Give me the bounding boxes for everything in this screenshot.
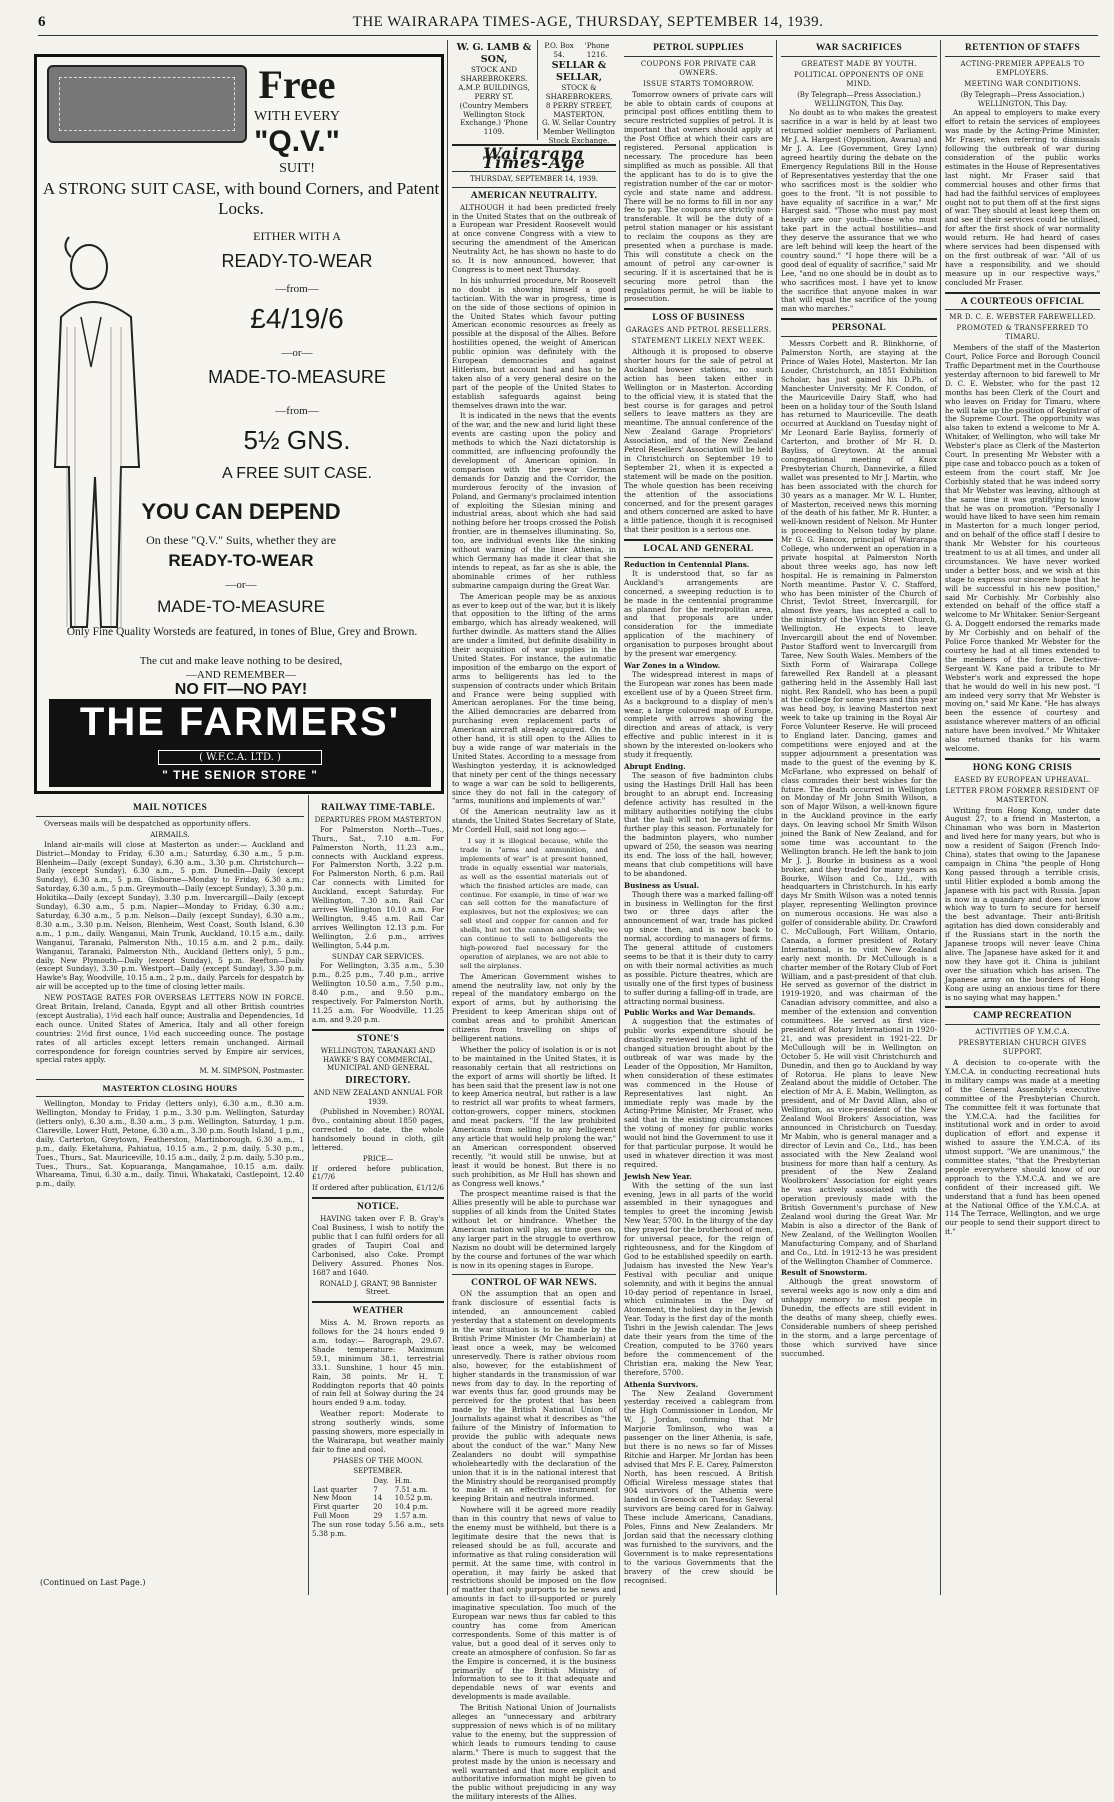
ad-you-can-depend: YOU CAN DEPEND xyxy=(141,499,341,524)
official-sub-2: PROMOTED & TRANSFERRED TO TIMARU. xyxy=(956,324,1089,342)
moon-time: 7.51 a.m. xyxy=(394,1485,428,1494)
camp-heading: CAMP RECREATION xyxy=(973,1011,1072,1022)
local-item-title: Jewish New Year. xyxy=(624,1171,692,1181)
moon-time: 10.4 p.m. xyxy=(394,1503,429,1512)
table-row xyxy=(312,1503,444,1512)
moon-phase: New Moon xyxy=(313,1494,352,1503)
camp-body: A decision to co-operate with the Y.M.C.A. in conducting recreational huts in military camps was made at a meeting of the General Assembly's executive committee of the Presbyterian Church. The committee felt it was fortunate that the Y.M.C.A. had the facilities for institutional work and in order to avoid duplication of effort and expense it wished to assure the Y.M.C.A. of its utmost support. "We are unanimous," the committee states, "that the Presbyterian people everywhere should know of our approach to the Y.M.C.A. and we are confident of their increased gift. We understand that a fund has been opened at the National Office of the Y.M.C.A. at 114 The Terrace, Wellington, and we urge our people to send their support direct to it." xyxy=(945,1058,1100,1237)
hongkong-heading: HONG KONG CRISIS xyxy=(972,762,1073,773)
masthead xyxy=(38,10,1098,36)
staffs-sub: ACTING-PREMIER APPEALS TO EMPLOYERS. xyxy=(960,59,1085,77)
weather-heading: WEATHER xyxy=(352,1306,404,1317)
business-body: Although it is proposed to observe shorter hours for the sale of petrol at Auckland bowser stations, no such action has been taken either in Wellington or in Masterton. According to the official view, it is stated that the best course is for garages and petrol sellers to leave matters as they are meantime. The annual conference of the New Zealand Garage Proprietors' Association, and of the New Zealand Petrol Resellers' Association will be held in Christchurch on September 19 to September 21, when it is expected a statement will be made on the position. The whole question has been receiving the attention of the associations concerned, and for the present garages and others concerned are asked to have a little patience, though it is recognised that their position is a serious one. xyxy=(624,347,773,535)
staffs-byline: (By Telegraph—Press Association.) WELLINGTON, This Day. xyxy=(960,90,1085,108)
editorial-heading: AMERICAN NEUTRALITY. xyxy=(470,190,598,201)
editorial-column xyxy=(452,140,616,1802)
personal-body: Messrs Corbett and R. Blinkhorne, of Palmerston North, are staying at the Prince of Wales Hotel, Masterton. Mr Ian Louder, Christchurch, an 1851 Exhibition Scholar, has just gained his D.Ph. of Manchester University. Mr F. Condon, of the Mauriceville Dairy Staff, who had been on a holiday tour of the South Island has returned to Mauriceville. The death occurred at Auckland on Tuesday night of Mr Leonard Earle Bayliss, formerly of Carterton, and brother of Mr H. D. Bayliss, of Greytown. At the annual congregational meeting of Knox Presbyterian Church, Dannevirke, a filled wallet was presented to Mr J. Martin, who has been associated with the church for 30 years as a manager. Mr W. L. Hunter, of Masterton, received news this morning of the death of his father, Mr R. Hunter, a well-known resident of Nelson. Mr Hunter is proceeding to Nelson today by plane. Mr G. G. Hancox, principal of Wairarapa College, who underwent an operation in a private hospital at Palmerston North about three weeks ago, has now left hospital. He is remaining in Palmerston North meantime. Pastor V. C. Stafford, who has been minister of the Church of Christ, Tevlot Street, Invercargill, for almost five years, has accepted a call to the ministry of the Vivian Street Church, Wellington. He expects to leave Invercargill about the end of November. Pastor Stafford went to Invercargill from Taree, New South Wales. Members of the Sixth Form of Wairarapa College farewelled Rex Randell at a pleasant gathering held in the Assembly Hall last night. Rex Randell, who has been a pupil at the college for some years and this year was head boy, is leaving Masterton next week to take up training in the Royal Air Force Volunteer Reserve. He will proceed to England later. Dancing, games and competitions were enjoyed and at the supper adjournment a presentation was made to the guest of the evening by K. McFarlane, who expressed on behalf of class comrades their best wishes for the future. The death occurred in Wellington on Monday of Mr John Smith Wilson, a son of Major Wilson, a well-known figure in the Auckland province in the early days. On leaving school Mr Smith Wilson joined the Bank of New Zealand, and for some time was accountant to the Wellington branch. He left the bank to join Mr J. J. Bourke in business as a wool broker, and they traded for many years as Bourke, Wilson and Co., Ltd., with headquarters in Christchurch. In his early days Mr Smith Wilson was a noted tennis player, representing Wellington province on numerous occasions. He was also a golfer of considerable ability. Dr. Crawford C. McCullough, Fort William, Ontario, Canada, a former president of Rotary International, is to visit New Zealand early next month. Dr McCullough is a charter member of the Rotary Club of Fort William, and a past-president of that club. He served as governor of the district in 1919-1920, and was chairman of the Canadian advisory committee, and also a member of the extension and convention committees. He served as first vice-president of Rotary International in 1920-21, and was president in 1921-22. Dr McCullough will be in Wellington on October 5. He will visit Christchurch and Dunedin, and then go to Auckland by way of Rotorua. He plans to leave New Zealand about the middle of October. The election of Mr A. E. Mabin, Wellington, as president, and of Mr David Allan, also of Wellington, as vice-president of the New Zealand Wool Brokers' Association, was announced in Christchurch on Tuesday. Mr Mabin, who is general manager and a director of Levin and Co., Ltd., has been associated with the New Zealand wool business for more than half a century. As president of the New Zealand Woolbrokers' Association for eight years he was actively associated with the operation previously made with the British Government's purchase of New Zealand wool during the Great War. Mr Mabin is also a director of the Bank of New Zealand, of the Wellington Woollen Manufacturing Company, and of Sharland and Co., Ltd. In 1912-13 he was president of the Wellington Chamber of Commerce. xyxy=(781,339,937,1266)
local-item-body: It is understood that, so far as Auckland's arrangements are concerned, a sweeping reduction is to be made in the centennial programme as planned for the metropolitan area, and that proposals are under consideration for the immediate application of the machinery of organisation to purposes brought about by the present war emergency. xyxy=(624,568,773,659)
local-item-body: The season of five badminton clubs using the Hastings Drill Hall has been brought to an abrupt end. Increasing defence activity has resulted in the military authorities notifying the clubs that the hall will not be available for further play this season. Fortunately for the badminton players, who number upward of 250, the season was nearing its end. The loss of the hall, however, means that club competitions will have to be abandoned. xyxy=(624,770,773,878)
ad-worsteds: Only Fine Quality Worsteds are featured, in tones of Blue, Grey and Brown. xyxy=(66,626,418,638)
moon-table-header xyxy=(312,1477,444,1486)
rule xyxy=(312,1197,444,1199)
war-news-p3: The British National Union of Journalists alleges an "unnecessary and arbitrary suppression of news which is of no military value to the enemy, but the suppression of which leads to rumours tending to cause alarm." There is much to suggest that the protest made by the union is necessary and well warranted and that more explicit and authoritative information might be given to the public without prejudicing in any way the military interests of the Allies. xyxy=(452,1703,616,1802)
ad-free: Free xyxy=(258,62,336,107)
ad-with-every: WITH EVERY xyxy=(254,109,340,124)
sacrifices-sub: GREATEST MADE BY YOUTH. xyxy=(801,59,917,68)
editorial-quote: I say it is illogical because, while the trade in "arms and ammunition, and implements of war" is at present banned, trade in equally essential war materials, as well as the essential materials out of which the finished articles are made, can continue. For example, in time of war we can sell cotton for the manufacture of explosives, but not the explosives; we can sell steel and copper for cannon and for shells, but not the cannon and shells; we can continue to sell to belligerents the high-powered fuel necessary for the operation of airplanes, we are not able to sell the airplanes. xyxy=(460,837,608,970)
camp-sub: ACTIVITIES OF Y.M.C.A. xyxy=(975,1028,1070,1037)
war-news-heading: CONTROL OF WAR NEWS. xyxy=(471,1277,597,1288)
rule xyxy=(36,816,304,817)
local-item-body: Though there was a marked falling-off in business in Wellington for the first two or three days after the announcement of war, trade has picked up since then, and is now back to normal, according to managers of firms. The general attitude of customers seems to be that it is their duty to carry on with their normal activities as much as possible. Picture theatres, which are usually one of the first types of business to suffer during a falling-off in trade, are attracting normal business. xyxy=(624,889,773,1006)
mail-notices-column xyxy=(36,800,304,1570)
hongkong-body: Writing from Hong Kong, under date August 27, to a friend in Masterton, a Chinaman who was born in Masterton and lived here for many years, but who is now a resident of Saigon (French Indo-China), states that owing to the Japanese campaign in China "the people of Hong Kong passed through a terrible crisis, until Hitler exploded a bomb among the Japanese with his pact with Russia. Japan is now in a quandary and does not know which way to turn to secure for herself the best advantage. Their anti-British agitation has died down considerably and if the Russians start in the north the Japanese troops will never leave China alive. The Japanese have asked for it and now they have got it. China is jubilant over the situation which has arisen. The Japanese army on the borders of Hong Kong are using an anxious time for there is no saying what may happen." xyxy=(945,805,1100,1002)
railway-body: For Palmerston North—Tues., Thurs., Sat., 7.10 a.m. For Palmerston North, 11.23 a.m., connects with Auckland express. For Palmerston North, 3.22 p.m. For Palmerston North, 6 p.m. Rail Car connects with Limited for Auckland, except Saturday. For Wellington, 7.30 a.m. Rail Car arrives Wellington 10.10 a.m. For Wellington, 9.45 a.m. Rail Car arrives Wellington 12.13 p.m. For Wellington, 2.6 p.m., arrives Wellington, 5.44 p.m. xyxy=(312,824,444,950)
table-row xyxy=(312,1494,444,1503)
ad-or: —or— xyxy=(281,347,313,359)
rule xyxy=(945,1006,1100,1008)
war-news-p2: Nowhere will it be agreed more readily than in this country that news of value to the enemy must be withheld, but there is a legitimate desire that the news that is released should be as full, accurate and informative as that ruling consideration will permit. At the same time, with control in operation, it may fairly be asked that restrictions should be imposed on the flow of matter that only purports to be news and amounts in fact to ill-supported or purely imaginative speculation. Too much of the European war news thus far cabled to this country has come from American correspondents. Some of this matter is of value, but a good deal of it serves only to create an atmosphere of confusion. So far as the Empire is concerned, it is the business primarily of the British Ministry of Information to see to it that adequate and dependable news of war events and developments is made available. xyxy=(452,1505,616,1702)
moon-phase: Full Moon xyxy=(313,1512,350,1521)
personal-column xyxy=(781,40,937,1595)
local-item-title: Business as Usual. xyxy=(624,880,700,890)
business-sub: GARAGES AND PETROL RESELLERS. xyxy=(625,326,772,335)
ad-ready-to-wear-2: READY-TO-WEAR xyxy=(168,551,314,570)
rule xyxy=(945,758,1100,760)
mail-intro: Overseas mails will be despatched as opportunity offers. xyxy=(44,818,251,828)
moon-phase: Last quarter xyxy=(313,1485,358,1494)
hongkong-sub-2: LETTER FROM FORMER RESIDENT OF MASTERTON. xyxy=(945,786,1100,804)
lamb-sub: STOCK AND SHAREBROKERS. xyxy=(460,65,528,83)
ad-strong-suitcase: A STRONG SUIT CASE, with bound Corners, and Patent Locks. xyxy=(42,179,440,218)
table-row xyxy=(312,1486,444,1495)
lamb-note: (Country Members Wellington Stock Exchange.) 'Phone 1109. xyxy=(459,100,529,137)
camp-sub-2: PRESBYTERIAN CHURCH GIVES SUPPORT. xyxy=(958,1039,1087,1057)
petrol-sub: COUPONS FOR PRIVATE CAR OWNERS. xyxy=(640,59,757,77)
moon-day: 29 xyxy=(373,1512,383,1521)
rule xyxy=(312,1301,444,1303)
ad-from-2: —from— xyxy=(275,405,319,417)
rule xyxy=(781,318,937,320)
airmails-body: Inland air-mails will close at Masterton as under:— Auckland and District—Monday to Friday, 6.30 a.m.; Saturday, 6.30 a.m., 5 p.m. Blenheim—Daily (except Sunday), 6.30 a.m., 3.30 p.m. Christchurch—Daily (except Sunday), 6.30 a.m., 5 p.m. Dunedin—Daily (except Sunday), 6.30 a.m., 5 p.m. Gisborne—Monday to Friday, 6.30 a.m.; Saturday, 6.30 a.m., 5 p.m. Greymouth—Daily (except Sunday), 3.30 p.m. Hokitika—Daily (except Sunday), 3.30 p.m. Invercargill—Daily (except Sunday), 6.30 a.m., 5 p.m. Napier—Monday to Friday, 6.30 a.m.; Saturday, 6.30 a.m., 5 p.m. Nelson—Daily (except Sunday), 6.30 a.m., 8.30 a.m., 3.30 p.m. Nelson, Blenheim, West Coast, South Island, 6.30 a.m., 1 p.m., daily. Wanganui, Main Trunk, Auckland, 10.15 a.m., daily. Wanganui, Taranaki, Palmerston Nth., 10.15 a.m. and 2 p.m., daily. Wanganui, Taranaki, Palmerston Nth., Auckland (letters only), 5 p.m., daily. New Plymouth—Daily (except Sunday), 5 p.m. Reefton—Daily (except Sunday), 3.30 p.m. Westport—Daily (except Sunday), 3.30 p.m. Hawke's Bay, Woodville, 10.15 a.m., 2 p.m., daily. Parcels for despatch by air will be accepted up to the time of closing letter mails. xyxy=(36,839,304,992)
moon-day: 14 xyxy=(373,1494,383,1503)
farmers-advertisement xyxy=(34,54,444,794)
local-item-title: Abrupt Ending. xyxy=(624,761,686,771)
sellar-address: 8 PERRY STREET, MASTERTON. xyxy=(545,100,613,119)
notice-body: HAVING taken over F. B. Gray's Coal Business, I wish to notify the public that I can fulfil orders for all grades of Taupiri Coal and Carbonised, also Coke. Prompt Delivery Assured. Phones Nos. 1687 and 1640. xyxy=(312,1214,444,1277)
ad-from: —from— xyxy=(275,283,319,295)
ad-cut: The cut and make leave nothing to be desired, xyxy=(139,655,343,667)
rule xyxy=(945,292,1100,294)
column-rule xyxy=(308,795,309,1595)
lamb-broker-ad xyxy=(452,42,536,138)
masthead-title: THE WAIRARAPA TIMES-AGE, THURSDAY, SEPTEMBER 14, 1939. xyxy=(352,14,824,30)
rule xyxy=(781,56,937,57)
stones-heading: STONE'S xyxy=(356,1033,400,1044)
local-item-title: Public Works and War Demands. xyxy=(624,1008,756,1018)
closing-hours-heading: MASTERTON CLOSING HOURS xyxy=(102,1083,238,1094)
column-rule xyxy=(776,40,777,1595)
editorial-p7: Whether the policy of isolation is or is not to be maintained in the United States, it is reasonably certain that all restrictions on the export of arms will shortly be lifted. It has been said that the present law is not one to keep America neutral, but rather is a law to restrict all war profits to wheat farmers, cotton-growers, copper miners, stockmen and meat packers. "If the law prohibited Americans from selling to any belligerent any article that would help prolong the war," an American correspondent observed recently, "it would still be unwise, but at least it would be honest. But there is no such prohibition, as Mr Hull has shown and as Congress well knows." xyxy=(452,1044,616,1188)
petrol-heading: PETROL SUPPLIES xyxy=(653,43,744,53)
snowstorm-body: Although the great snowstorm of several weeks ago is now only a dim and unhappy memory to most people in Dunedin, the effects are still evident in the deaths of many sheep, chiefly ewes. Considerable numbers of sheep perished in the storm, and a large percentage of those which survived have since succumbed. xyxy=(781,1277,937,1358)
editorial-p3: It is indicated in the news that the events of the war, and the new and lurid light these events are casting upon the policy and methods to which the Nazi dictatorship is committed, are influencing profoundly the development of American opinion. In comparison with the pre-war German demands for Danzig and the Corridor, the murderous ferocity of the invasion of Poland, and Germany's proclaimed intention of exploiting the Silesian mining and industrial areas, about which she had said nothing before her troops crossed the Polish frontier, are in themselves illuminating. So, too, are individual events like the sinking without warning of the liner Athenia, in which Germany has made it clear that she intends to repeat, as far as she is able, the abominable crimes of her ruthless submarine campaign during the Great War. xyxy=(452,411,616,590)
editorial-p5: Of the American neutrality law as it stands, the United States Secretary of State, Mr Cordell Hull, said not long ago:— xyxy=(452,807,616,835)
news-column-right xyxy=(945,40,1100,1595)
local-item-title: Reduction in Centennial Plans. xyxy=(624,560,750,570)
official-body: Members of the staff of the Masterton Court, Police Force and Borough Council Traffic Department met in the Courthouse yesterday afternoon to bid farewell to Mr D. C. E. Webster, who for the past 12 months has been Clerk of the Court and who leaves on Friday for Timaru, where he will take up the position of Registrar of the Supreme Court. The opportunity was also taken to extend a welcome to Mr A. Whitaker, of Wellington, who will take Mr Webster's place as Clerk of the Masterton Court. In presenting Mr Webster with a pipe case and tobacco pouch as a token of esteem from the court staff, Mr Joe Corbishly stated that he was indeed sorry that Mr Webster was leaving, although at the same time it was gratifying to know that he was on promotion. "Personally I would have liked to have seen him remain in Masterton for a much longer period, and on behalf of the office staff I desire to thank Mr Webster for his courteous treatment to us at all times, and under all circumstances. We have never worked under a better boss, and we wish at this stage to express our sincere hope that he will be successful in his new position," said Mr Corbishly. Mr Corbishly also extended on behalf of the office staff a welcome to Mr Whitaker. Senior-Sergeant G. A. Doggett endorsed the remarks made by Mr Corbishly and on behalf of the Police Force thanked Mr Webster for the courtesy he had at all times extended to the members of the force. Detective-Sergeant W. Kane paid a tribute to Mr Webster's work and expressed the hope that he would do well in his new post. "I am indeed very sorry that Mr Webster is moving on," said Mr Kane. "He has always been the essence of courtesy and assistance wherever matters of an official nature have been involved." Mr Whitaker also returned thanks for his warm welcome. xyxy=(945,343,1100,753)
sellar-contacts xyxy=(541,42,617,60)
column-rule xyxy=(447,40,448,1595)
railway-column xyxy=(312,800,444,1595)
ad-made-to-measure: MADE-TO-MEASURE xyxy=(208,367,386,387)
sellar-broker-ad xyxy=(541,41,617,146)
rule xyxy=(945,1024,1100,1025)
rule xyxy=(624,308,773,310)
sacrifices-sub-2: POLITICAL OPPONENTS OF ONE MIND. xyxy=(793,70,925,88)
rule xyxy=(624,56,773,57)
sellar-phone: 'Phone 1216. xyxy=(584,41,610,59)
airmails-heading: AIRMAILS. xyxy=(150,830,190,839)
continued-note: (Continued on Last Page.) xyxy=(40,1578,146,1587)
page-number: 6 xyxy=(38,14,46,30)
war-news-p1: ON the assumption that an open and frank disclosure of essential facts is intended, an announcement cabled yesterday that a statement on developments in the war situation is to be made by the British Prime Minister (Mr Chamberlain) at least once a week, may be welcomed unreservedly. There is rather obvious room also, however, for the establishment of higher standards in the transmission of war news from day to day. In the reporting of war events thus far, good grounds may be perceived for the protest that has been made by the British National Union of Journalists against what it describes as "the failure of the Ministry of Information to provide the public with adequate news about the conduct of the war." Many New Zealanders no doubt will sympathise wholeheartedly with the declaration of the union that it is in the national interest that the Ministry should be reorganised promptly to make it an effective instrument for keeping Britain and neutrals informed. xyxy=(452,1289,616,1504)
directory-price-label: PRICE— xyxy=(362,1154,394,1163)
rule xyxy=(624,557,773,558)
lamb-address: A.M.P. BUILDINGS, PERRY ST. xyxy=(458,82,530,101)
moon-time: 1.57 a.m. xyxy=(394,1512,428,1521)
sellar-box: P.O. Box 54. xyxy=(544,41,574,59)
notice-sign: RONALD J. GRANT, 98 Bannister Street. xyxy=(319,1279,437,1297)
editorial-p4: The American people may be as anxious as ever to keep out of the war, but it is likely that opposition to the lifting of the arms embargo, which has already weakened, will further dwindle. As matters stand the Allies are under a limited, but definite disability in their acquisition of war supplies in the United States. For instance, the automatic imposition of the embargo on the export of arms to belligerents has led to the suspension of contracts under which Britain and France were being supplied with American aeroplanes. For the time being, the Allied democracies are debarred from purchasing even replacement parts of American aircraft already acquired. On the other hand, it is still open to the Allies to buy a wide range of war materials in the United States. According to a message from Washington yesterday, it is acknowledged that ninety per cent of the things necessary to wage a war can be sold to belligerents, since they do not fall in the category of "arms, munitions and implements of war." xyxy=(452,591,616,806)
moon-month: SEPTEMBER. xyxy=(353,1466,403,1475)
moon-day: 7 xyxy=(373,1485,378,1494)
rule xyxy=(452,187,616,188)
rule xyxy=(781,336,937,337)
editorial-p6: The American Government wishes to amend the neutrality law, not only by the repeal of the mandatory embargo on the export of arms, but by authorising the President to keep American ships out of combat areas and to prohibit American citizens from travelling on ships of belligerent nations. xyxy=(452,971,616,1043)
petrol-body: Tomorrow owners of private cars will be able to obtain cards of coupons at principal post offices entitling them to secure restricted supplies of petrol. It is important that owners should apply at the Post Office at which their cars are registered. Personal application is necessary. The procedure has been simplified as much as possible. All that the applicant has to do is to give the registration number of the car or motor-cycle and state name and address. There will be no forms to fill in nor any fee to pay. The coupons are strictly non-transferable. It will be the duty of a petrol station manager or his assistant to reclaim the coupons as they are presented when a purchase is made. This will constitute a check on the amount of petrol any car-owner is securing. If it is ascertained that he is securing more petrol than the regulations permit, he will be liable to prosecution. xyxy=(624,89,773,304)
newspaper-nameplate: Wairarapa Times-Age xyxy=(482,144,586,172)
snowstorm-title: Result of Snowstorm. xyxy=(781,1268,868,1278)
business-heading: LOSS OF BUSINESS xyxy=(652,313,745,324)
moon-phases-heading: PHASES OF THE MOON. xyxy=(332,1456,424,1465)
ad-price-ready: £4/19/6 xyxy=(250,303,344,334)
notice-heading: NOTICE. xyxy=(357,1202,399,1213)
directory-price-1: If ordered before publication, £1/7/6 xyxy=(312,1163,444,1182)
rule xyxy=(945,56,1100,57)
rule xyxy=(36,1096,304,1097)
staffs-body: An appeal to employers to make every effort to retain the services of employees was made by the Acting-Prime Minister, Mr Fraser, when referring to dismissals following the outbreak of war during consideration of the public works estimates in the House of Representatives last night. Mr Fraser said that commercial houses and other firms that had had the faithful services of employees ought not to put them off at the first signs of war. They should at least keep them on and see if their services could be utilised, for after the first shock of war normality would return. He had heard of cases where services had been dispensed with on the first outbreak of war. "All of us have a responsibility, and we should measure up in our respective ways," concluded Mr Fraser. xyxy=(945,108,1100,287)
hongkong-sub: EASED BY EUROPEAN UPHEAVAL. xyxy=(954,775,1091,784)
weather-forecast: Weather report: Moderate to strong southerly winds, some passing showers, more especially in the Wairarapa, but weather mainly fair to fine and cool. xyxy=(312,1409,444,1454)
stones-sub: WELLINGTON, TARANAKI AND HAWKE'S BAY COMMERCIAL, MUNICIPAL AND GENERAL xyxy=(320,1046,436,1073)
rule xyxy=(452,1274,616,1275)
sacrifices-heading: WAR SACRIFICES xyxy=(815,43,903,53)
sunday-services-body: For Wellington, 3.35 a.m., 5.30 p.m., 8.25 p.m., 7.40 p.m., arrive Wellington 10.50 a.m., 7.50 p.m., 8.40 p.m., and 9.50 p.m., respectively. For Palmerston North, 11.25 a.m. For Woodville, 11.25 a.m. and 9.20 p.m. xyxy=(312,961,444,1024)
directory-price-2: If ordered after publication, £1/12/6 xyxy=(312,1183,444,1193)
official-heading: A COURTEOUS OFFICIAL xyxy=(960,296,1085,307)
postmaster-sign: M. M. SIMPSON, Postmaster. xyxy=(199,1067,304,1076)
directory-title: DIRECTORY. xyxy=(345,1075,411,1087)
sun-times: The sun rose today 5.56 a.m., sets 5.38 p.m. xyxy=(312,1520,444,1539)
column-rule xyxy=(537,40,538,140)
editorial-p8: The prospect meantime raised is that the Allies presently will be able to purchase war supplies of all kinds from the United States without let or hindrance. Whether the American nation will play, as time goes on, any larger part in the struggle to overthrow Nazism no doubt will be determined largely by the course and fortunes of the war which is now in its opening stages in Europe. xyxy=(452,1189,616,1270)
local-item-body: With the setting of the sun last evening, Jews in all parts of the world assembled in their synagogues and temples to greet the incoming Jewish New Year, 5700. In the liturgy of the day they prayed for the brotherhood of men, for universal peace, for the reign of righteousness, and for the Kingdom of God to be established speedily on earth. Judaism has invested the New Year's Festival with peculiar and unique solemnity, and with it begins the annual 10-day period of repentance in Israel, which culminates in the Day of Atonement, the holiest day in the Jewish Year. Today is the first day of the month Tishri in the Jewish calendar. The Jews date their years from the time of the Creation, computed to be 3760 years before the commencement of the Christian era, making the New Year, therefore, 5700. xyxy=(624,1180,773,1377)
rule xyxy=(36,1079,304,1080)
ad-no-fit-no-pay: NO FIT—NO PAY! xyxy=(174,681,308,698)
lamb-name: W. G. LAMB & SON, xyxy=(456,42,532,65)
local-item-body: The New Zealand Government yesterday received a cablegram from the High Commissioner in London, Mr W. J. Jordan, confirming that Mr Marjorie Tomlinson, who was a passenger on the liner Athenia, is safe, but there is no news so far of Misses Ritchie and Harper. Mr Jordan has been advised that Mrs F. E. Carey, Palmerston North, has been rescued. A British Official Wireless message states that 904 survivors of the Athenia were landed in Greenock on Tuesday. Several survivors are being cared for in Galway. These include Americans, Canadians, Poles, Finns and New Zealanders. Mr Jordan said that the necessary clothing was furnished to the survivors, and the Government is to make representations to the various Governments that the bravery of the crew should be recognised. xyxy=(624,1388,773,1585)
staffs-sub-2: MEETING WAR CONDITIONS. xyxy=(964,79,1081,88)
postage-rates: NEW POSTAGE RATES FOR OVERSEAS LETTERS NOW IN FORCE. Great Britain, Ireland, Canada, Egypt and all other British countries (except Australia), 1½d each half ounce; Australia and Dependencies, 1d each ounce. United States of America, Italy and all other foreign countries: 2½d first ounce, 1½d each succeeding ounce. The postage rates of all articles except letters remain unchanged. Airmail correspondence for foreign countries served by Empire air services, special rates apply. xyxy=(36,993,304,1065)
personal-heading: PERSONAL xyxy=(831,323,887,334)
rule xyxy=(945,309,1100,310)
ad-ready-to-wear: READY-TO-WEAR xyxy=(221,251,373,271)
local-item-title: War Zones in a Window. xyxy=(624,661,721,670)
ad-on-these: On these "Q.V." Suits, whether they are xyxy=(146,533,336,547)
weather-body: Miss A. M. Brown reports as follows for the 24 hours ended 9 a.m. today:— Barograph, 29.67. Shade temperature: Maximum 59.1, minimum 38.1, terrestrial 33.1. Sunshine, 1 hour 45 min. Rain, 38 points. Mr H. T. Roddington reports that 40 points of rain fell at Solway during the 24 hours ended 9 a.m. today. xyxy=(312,1318,444,1408)
moon-day: 20 xyxy=(373,1503,383,1512)
editorial-p1: ALTHOUGH it had been predicted freely in the United States that on the outbreak of a European war President Roosevelt would at once convene Congress with a view to securing the amendment of the American Neutrality Act, he has shown no haste to do so. It is now announced, however, that Congress is to meet next Thursday. xyxy=(452,202,616,274)
editorial-date: THURSDAY, SEPTEMBER 14, 1939. xyxy=(470,174,598,183)
sacrifices-body: No doubt as to who makes the greatest sacrifice in a war is held by at least two returned soldier members of Parliament. Mr J. A. Hargest (Opposition, Awarua) and Mr J. A. Lee (Government, Grey Lynn) agreed heartily during the debate on the Emergency Regulations Bill in the House of Representatives yesterday that the one who sacrifices most is the soldier who goes to the front. "It is not possible to have equality of sacrifice in a war," Mr Hargest said. "Those who must pay most heavily are our youth—those who must take part in the actual hostilities—and they deserve the assurance that we who are left behind will keep the heart of the country sound." "I hope there will be a good deal of equality of sacrifice," said Mr Lee, "and no one should be in doubt as to who sacrifices most. I have yet to know the sacrifice that anyone makes in war that will equal the sacrifice of the young man who marches." xyxy=(781,108,937,314)
farmers-senior-store: " THE SENIOR STORE " xyxy=(162,768,318,782)
moon-table xyxy=(312,1477,444,1522)
staffs-heading: RETENTION OF STAFFS xyxy=(965,43,1080,53)
sellar-note: G. W. Sellar Country Member Wellington Stock Exchange. xyxy=(541,118,616,146)
moon-col-time: H.m. xyxy=(394,1476,412,1485)
ad-or-2: —or— xyxy=(225,579,257,591)
ad-qv: "Q.V." xyxy=(254,125,340,158)
business-sub-2: STATEMENT LIKELY NEXT WEEK. xyxy=(631,337,766,346)
local-item-title: Athenia Survivors. xyxy=(624,1379,699,1389)
ad-price-measure: 5½ GNS. xyxy=(243,425,351,455)
editorial-p2: In his unhurried procedure, Mr Roosevelt no doubt is showing himself a good tactician. With the war in progress, time is on the side of those sections of opinion in the United States which favour putting American economic resources as freely as possible at the disposal of the Allies. Before hostilities opened, the weight of American public opinion was definitely with the European democracies and against Hitlerism, but account had and has to be taken also of a very general desire on the part of the people of the United States to establish safeguards against being themselves drawn into the war. xyxy=(452,275,616,410)
railway-departures: DEPARTURES FROM MASTERTON xyxy=(314,815,442,824)
rule xyxy=(312,1029,444,1031)
local-item-body: A suggestion that the estimates of public works expenditure should be drastically reviewed in the light of the changed situation brought about by the outbreak of war was made by the Leader of the Opposition, Mr Hamilton, when consideration of these estimates was commenced in the House of Representatives last night. An immediate reply was made by the Acting-Prime Minister, Mr Fraser, who said that in the existing circumstances the voting of money for public works would not bind the Government to use it for that particular purpose. It would be used in whatever direction it was most required. xyxy=(624,1017,773,1169)
farmers-wfca: ( W.F.C.A. LTD. ) xyxy=(158,750,322,765)
ad-made-to-measure-2: MADE-TO-MEASURE xyxy=(157,597,325,616)
petrol-sub-2: ISSUE STARTS TOMORROW. xyxy=(643,79,754,88)
local-column xyxy=(624,40,773,1595)
railway-heading: RAILWAY TIME-TABLE. xyxy=(320,803,436,813)
column-rule xyxy=(619,140,620,1595)
official-sub: MR D. C. E. WEBSTER FAREWELLED. xyxy=(949,313,1096,322)
sacrifices-byline: (By Telegraph—Press Association.) WELLINGTON, This Day. xyxy=(797,90,921,108)
ad-free-suitcase: A FREE SUIT CASE. xyxy=(222,465,372,482)
ad-suit: SUIT! xyxy=(279,161,315,176)
sellar-sub: STOCK & SHAREBROKERS, xyxy=(545,82,613,101)
ad-remember: —AND REMEMBER— xyxy=(185,669,297,681)
local-item-body: The widespread interest in maps of the European war zones has been made excellent use of by a Queen Street firm. As a background to a display of men's wear, a large coloured map of Europe, complete with arrows showing the direction and areas of attack, is very effective and public interest in it is shown by the interested on-lookers who study it frequently. xyxy=(624,669,773,760)
sellar-name: SELLAR & SELLAR, xyxy=(551,59,607,83)
directory-pub: (Published in November.) ROYAL 8vo., containing about 1850 pages, corrected to date, the whole handsomely bound in cloth, gilt lettered. xyxy=(312,1107,444,1152)
moon-time: 10.52 p.m. xyxy=(394,1494,433,1503)
directory-annual: AND NEW ZEALAND ANNUAL FOR 1939. xyxy=(313,1089,443,1107)
farmers-name: THE FARMERS' xyxy=(79,700,401,744)
moon-col-day: Day. xyxy=(373,1476,389,1485)
ad-either: EITHER WITH A xyxy=(253,229,341,243)
column-rule xyxy=(940,40,941,1595)
sunday-services-heading: SUNDAY CAR SERVICES. xyxy=(332,952,424,961)
closing-hours-body: Wellington, Monday to Friday (letters only), 6.30 a.m., 8.30 a.m. Wellington, Monday to Friday, 1 p.m., 3.30 p.m. Wellington, Saturday (letters only), 6.30 a.m., 8.30 a.m., 3 p.m. Wellington, Saturday, 1 p.m. Clareville, Lower Hutt, Petone, 6.30 a.m., 3.30 p.m. South Island, 1 p.m., daily. Carterton, Greytown, Featherston, Martinborough, 6.30 a.m., 1 p.m., daily. Eketahuna, Pahiatua, 10.15 a.m., 2 p.m. daily, 5.30 p.m., Tues., Thurs., Sat. Mauriceville, 10.15 a.m., daily, 2 p.m. daily, 5.30 p.m., Tues., Thurs., Sat. Kopuaranga, Mangamahoe, 10.15 a.m. daily. Whareama, Tinui, 6.30 a.m., daily. Tinui, Whakataki, Castlepoint, 12.40 p.m., daily. xyxy=(36,1099,304,1189)
moon-phase: First quarter xyxy=(313,1503,359,1512)
local-general-heading: LOCAL AND GENERAL xyxy=(643,544,754,555)
mail-notices-heading: MAIL NOTICES xyxy=(132,803,208,813)
rule xyxy=(624,539,773,541)
farmers-logo xyxy=(49,699,431,787)
